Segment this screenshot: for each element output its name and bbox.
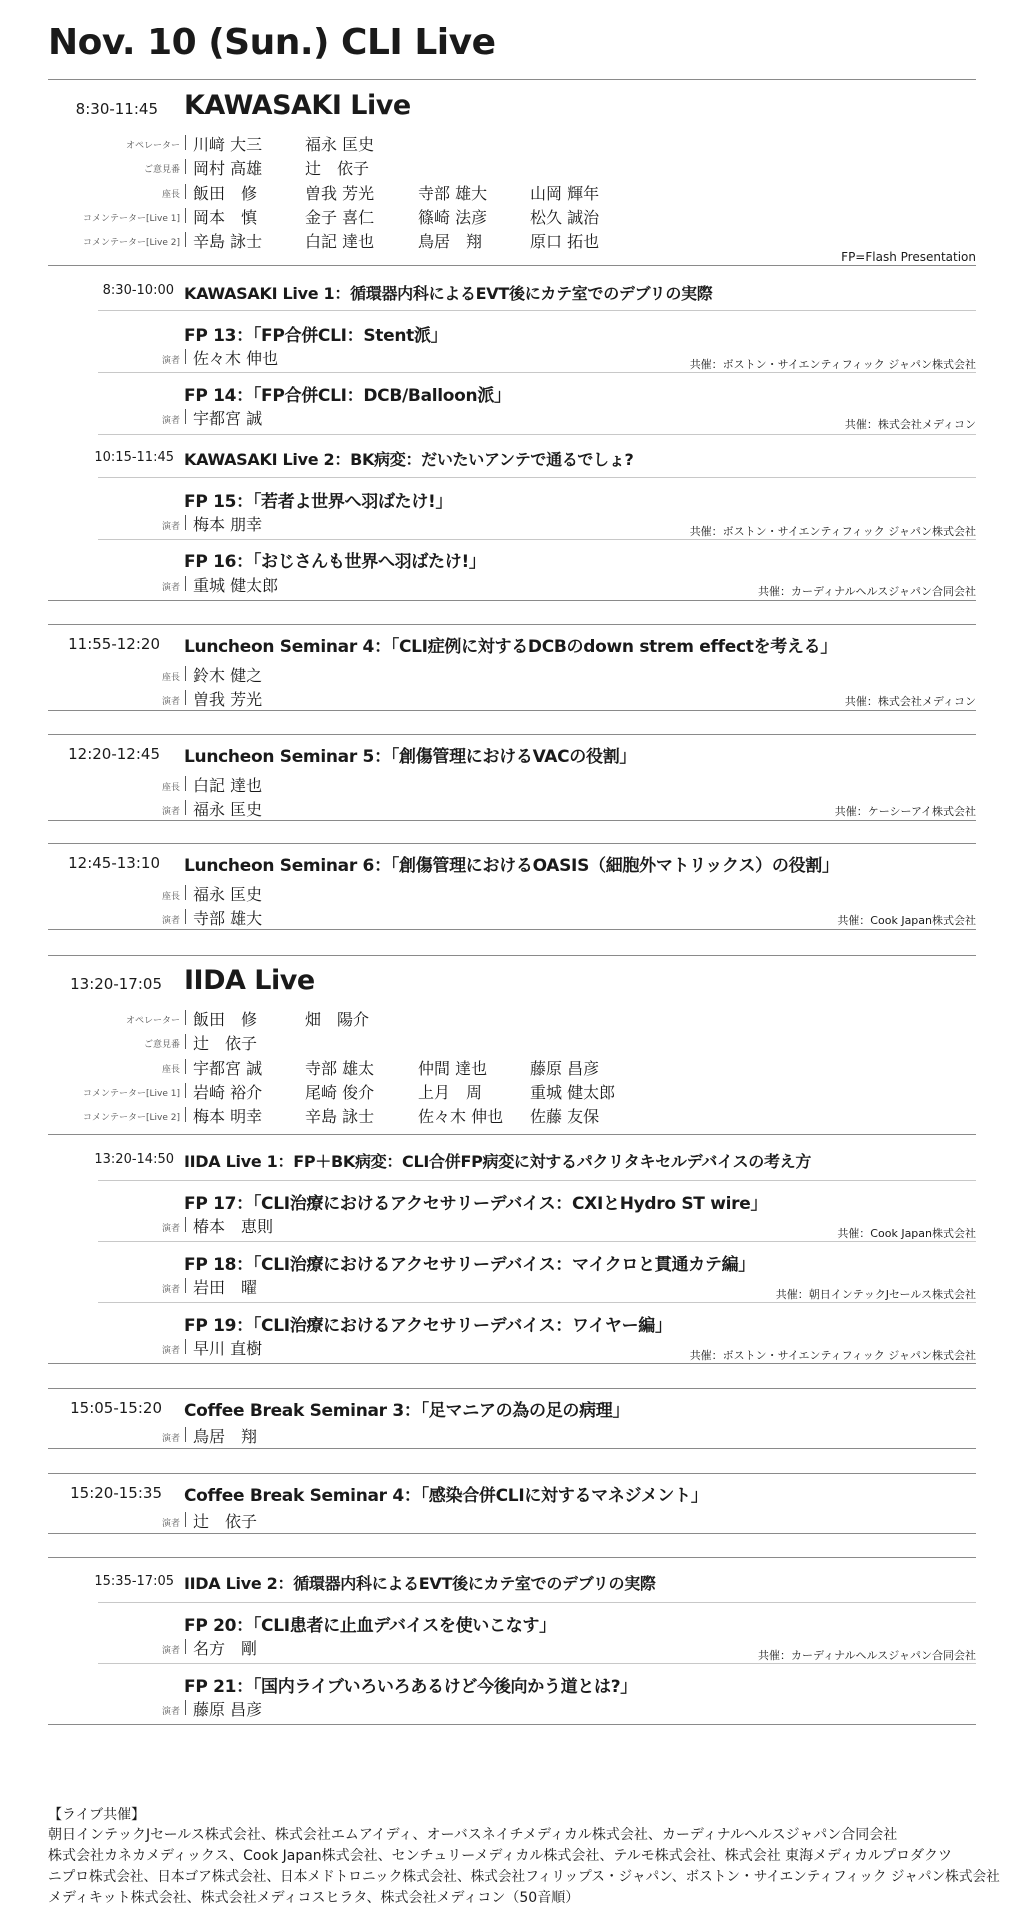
person-name: 椿本 恵則 [193, 1217, 274, 1236]
divider [48, 710, 976, 711]
footnote: FP=Flash Presentation [841, 250, 976, 264]
person-name: 岩崎 裕介 [193, 1083, 263, 1102]
role-label: コメンテーター[Live 1] [83, 214, 180, 224]
role-separator [185, 1010, 186, 1025]
role-separator [185, 409, 186, 424]
person-name: 辛島 詠士 [305, 1107, 375, 1126]
role-label: 演者 [161, 522, 180, 532]
divider [48, 1388, 976, 1389]
divider [98, 1302, 976, 1303]
role-label: 演者 [161, 697, 180, 707]
role-label: 演者 [161, 1434, 180, 1444]
role-label: コメンテーター[Live 2] [83, 238, 180, 248]
divider [48, 79, 976, 80]
person-name: 重城 健太郎 [530, 1083, 616, 1102]
person-name: 篠崎 法彦 [418, 208, 488, 227]
divider [98, 1241, 976, 1242]
subsession-time: 10:15-11:45 [94, 450, 174, 465]
person-name: 仲間 達也 [418, 1059, 488, 1078]
person-name: 鳥居 翔 [418, 232, 483, 251]
fp-title: FP 15：「若者よ世界へ羽ばたけ!」 [184, 492, 453, 512]
person-name: 辻 依子 [305, 159, 370, 178]
person-name: 川﨑 大三 [193, 135, 263, 154]
divider [48, 1724, 976, 1725]
role-separator [185, 1059, 186, 1074]
role-separator [185, 208, 186, 223]
fp-title: FP 20：「CLI患者に止血デバイスを使いこなす」 [184, 1616, 556, 1636]
role-separator [185, 232, 186, 247]
role-separator [185, 1278, 186, 1293]
sponsors-line: 株式会社カネカメディックス、Cook Japan株式会社、センチュリーメディカル株式会社、テルモ株式会社、株式会社 東海メディカルプロダクツ [48, 1848, 953, 1864]
person-name: 飯田 修 [193, 1010, 258, 1029]
sponsors-line: メディキット株式会社、株式会社メディコスヒラタ、株式会社メディコン（50音順） [48, 1890, 580, 1906]
person-name: 辻 依子 [193, 1512, 258, 1531]
subsession-time: 13:20-14:50 [94, 1152, 174, 1167]
divider [48, 955, 976, 956]
divider [98, 539, 976, 540]
divider [48, 1134, 976, 1135]
session-time: 13:20-17:05 [70, 975, 162, 993]
subsession-title: KAWASAKI Live 1：循環器内科によるEVT後にカテ室でのデブリの実際 [184, 284, 713, 303]
session-title: Luncheon Seminar 6：「創傷管理におけるOASIS（細胞外マトリックス）の役割」 [184, 856, 839, 876]
divider [48, 820, 976, 821]
subsession-time: 8:30-10:00 [102, 283, 174, 298]
role-label: 座長 [161, 892, 180, 902]
page-title: Nov. 10 (Sun.) CLI Live [48, 22, 496, 63]
person-name: 宇都宮 誠 [193, 409, 263, 428]
person-name: 山岡 輝年 [530, 184, 600, 203]
person-name: 上月 周 [418, 1083, 483, 1102]
divider [98, 1180, 976, 1181]
sponsor: 共催：朝日インテックJセールス株式会社 [775, 1288, 976, 1301]
fp-title: FP 18：「CLI治療におけるアクセサリーデバイス：マイクロと貫通カテ編」 [184, 1255, 756, 1275]
divider [48, 734, 976, 735]
sponsor: 共催：Cook Japan株式会社 [837, 914, 976, 927]
role-separator [185, 1217, 186, 1232]
divider [98, 434, 976, 435]
session-title: IIDA Live [184, 965, 315, 996]
role-label: 演者 [161, 1285, 180, 1295]
role-label: 座長 [161, 783, 180, 793]
divider [98, 310, 976, 311]
person-name: 畑 陽介 [305, 1010, 370, 1029]
fp-title: FP 21：「国内ライブいろいろあるけど今後向かう道とは?」 [184, 1677, 637, 1697]
sponsors-line: 朝日インテックJセールス株式会社、株式会社エムアイディ、オーバスネイチメディカル株式会社、カーディナルヘルスジャパン合同会社 [48, 1827, 898, 1843]
person-name: 梅本 朋幸 [193, 515, 263, 534]
person-name: 曽我 芳光 [305, 184, 375, 203]
person-name: 寺部 雄太 [305, 1059, 375, 1078]
sponsor: 共催：ボストン・サイエンティフィック ジャパン株式会社 [689, 525, 976, 538]
fp-title: FP 17：「CLI治療におけるアクセサリーデバイス：CXIとHydro ST wire」 [184, 1194, 768, 1214]
role-separator [185, 1700, 186, 1715]
fp-title: FP 13：「FP合併CLI：Stent派」 [184, 326, 448, 346]
person-name: 名方 剛 [193, 1639, 258, 1658]
person-name: 鈴木 健之 [193, 666, 263, 685]
role-separator [185, 159, 186, 174]
role-label: 演者 [161, 916, 180, 926]
sponsor: 共催：カーディナルヘルスジャパン合同会社 [757, 1649, 976, 1662]
role-label: 演者 [161, 1346, 180, 1356]
person-name: 佐藤 友保 [530, 1107, 600, 1126]
role-separator [185, 1034, 186, 1049]
sponsor: 共催：Cook Japan株式会社 [837, 1227, 976, 1240]
person-name: 梅本 明幸 [193, 1107, 263, 1126]
person-name: 佐々木 伸也 [418, 1107, 504, 1126]
person-name: 早川 直樹 [193, 1339, 263, 1358]
divider [48, 929, 976, 930]
person-name: 曽我 芳光 [193, 690, 263, 709]
role-separator [185, 666, 186, 681]
role-label: 演者 [161, 1519, 180, 1529]
subsession-title: IIDA Live 1：FP＋BK病変：CLI合併FP病変に対するパクリタキセルデバイスの考え方 [184, 1152, 812, 1171]
session-time: 11:55-12:20 [68, 635, 160, 653]
person-name: 白記 達也 [305, 232, 375, 251]
divider [48, 1473, 976, 1474]
role-separator [185, 515, 186, 530]
session-time: 15:20-15:35 [70, 1484, 162, 1502]
role-separator [185, 1427, 186, 1442]
session-time: 8:30-11:45 [75, 100, 158, 118]
sponsor: 共催：ケーシーアイ株式会社 [834, 805, 976, 818]
role-label: 演者 [161, 1224, 180, 1234]
session-title: KAWASAKI Live [184, 90, 411, 121]
role-label: 演者 [161, 1707, 180, 1717]
role-separator [185, 1083, 186, 1098]
session-title: Luncheon Seminar 5：「創傷管理におけるVACの役割」 [184, 747, 637, 767]
role-label: オペレーター [125, 1016, 180, 1026]
sponsor: 共催：ボストン・サイエンティフィック ジャパン株式会社 [689, 358, 976, 371]
role-label: ご意見番 [143, 165, 180, 175]
role-label: オペレーター [125, 141, 180, 151]
sponsors-line: ニプロ株式会社、日本ゴア株式会社、日本メドトロニック株式会社、株式会社フィリップス・ジャパン、ボストン・サイエンティフィック ジャパン株式会社 [48, 1869, 1000, 1885]
sponsor: 共催：ボストン・サイエンティフィック ジャパン株式会社 [689, 1349, 976, 1362]
role-separator [185, 135, 186, 150]
role-label: コメンテーター[Live 1] [83, 1089, 180, 1099]
fp-title: FP 16：「おじさんも世界へ羽ばたけ!」 [184, 552, 486, 572]
role-separator [185, 1339, 186, 1354]
subsession-title: KAWASAKI Live 2：BK病変：だいたいアンテで通るでしょ? [184, 450, 634, 469]
role-separator [185, 690, 186, 705]
role-label: 座長 [161, 1065, 180, 1075]
person-name: 金子 喜仁 [305, 208, 375, 227]
role-label: コメンテーター[Live 2] [83, 1113, 180, 1123]
person-name: 福永 匡史 [305, 135, 375, 154]
divider [48, 265, 976, 266]
role-separator [185, 1512, 186, 1527]
role-separator [185, 909, 186, 924]
sponsor: 共催：カーディナルヘルスジャパン合同会社 [757, 585, 976, 598]
divider [48, 843, 976, 844]
person-name: 佐々木 伸也 [193, 349, 279, 368]
sponsor: 共催：株式会社メディコン [844, 418, 976, 431]
divider [48, 600, 976, 601]
divider [48, 1533, 976, 1534]
role-separator [185, 1639, 186, 1654]
person-name: 福永 匡史 [193, 885, 263, 904]
session-time: 12:20-12:45 [68, 745, 160, 763]
person-name: 重城 健太郎 [193, 576, 279, 595]
divider [48, 1557, 976, 1558]
divider [98, 477, 976, 478]
role-separator [185, 885, 186, 900]
person-name: 辻 依子 [193, 1034, 258, 1053]
person-name: 岡本 慎 [193, 208, 258, 227]
person-name: 原口 拓也 [530, 232, 600, 251]
role-label: 演者 [161, 807, 180, 817]
person-name: 尾崎 俊介 [305, 1083, 375, 1102]
person-name: 寺部 雄大 [418, 184, 488, 203]
person-name: 福永 匡史 [193, 800, 263, 819]
subsession-title: IIDA Live 2：循環器内科によるEVT後にカテ室でのデブリの実際 [184, 1574, 656, 1593]
role-separator [185, 776, 186, 791]
role-separator [185, 184, 186, 199]
session-time: 12:45-13:10 [68, 854, 160, 872]
role-label: 演者 [161, 583, 180, 593]
session-time: 15:05-15:20 [70, 1399, 162, 1417]
fp-title: FP 19：「CLI治療におけるアクセサリーデバイス：ワイヤー編」 [184, 1316, 672, 1336]
divider [98, 1663, 976, 1664]
divider [48, 1363, 976, 1364]
divider [98, 1602, 976, 1603]
role-label: 演者 [161, 356, 180, 366]
fp-title: FP 14：「FP合併CLI：DCB/Balloon派」 [184, 386, 511, 406]
role-label: ご意見番 [143, 1040, 180, 1050]
session-title: Coffee Break Seminar 4：「感染合併CLIに対するマネジメント」 [184, 1486, 708, 1506]
person-name: 寺部 雄大 [193, 909, 263, 928]
divider [98, 372, 976, 373]
divider [48, 1448, 976, 1449]
person-name: 松久 誠治 [530, 208, 600, 227]
role-label: 演者 [161, 1646, 180, 1656]
role-label: 演者 [161, 416, 180, 426]
person-name: 藤原 昌彦 [530, 1059, 600, 1078]
session-title: Luncheon Seminar 4：「CLI症例に対するDCBのdown strem effectを考える」 [184, 637, 838, 657]
role-separator [185, 800, 186, 815]
role-label: 座長 [161, 190, 180, 200]
person-name: 岩田 曜 [193, 1278, 258, 1297]
person-name: 岡村 高雄 [193, 159, 263, 178]
person-name: 辛島 詠士 [193, 232, 263, 251]
role-separator [185, 576, 186, 591]
person-name: 飯田 修 [193, 184, 258, 203]
role-separator [185, 349, 186, 364]
person-name: 鳥居 翔 [193, 1427, 258, 1446]
person-name: 宇都宮 誠 [193, 1059, 263, 1078]
person-name: 藤原 昌彦 [193, 1700, 263, 1719]
session-title: Coffee Break Seminar 3：「足マニアの為の足の病理」 [184, 1401, 630, 1421]
role-separator [185, 1107, 186, 1122]
subsession-time: 15:35-17:05 [94, 1574, 174, 1589]
divider [48, 624, 976, 625]
person-name: 白記 達也 [193, 776, 263, 795]
role-label: 座長 [161, 673, 180, 683]
sponsor: 共催：株式会社メディコン [844, 695, 976, 708]
sponsors-label: 【ライブ共催】 [48, 1807, 146, 1823]
